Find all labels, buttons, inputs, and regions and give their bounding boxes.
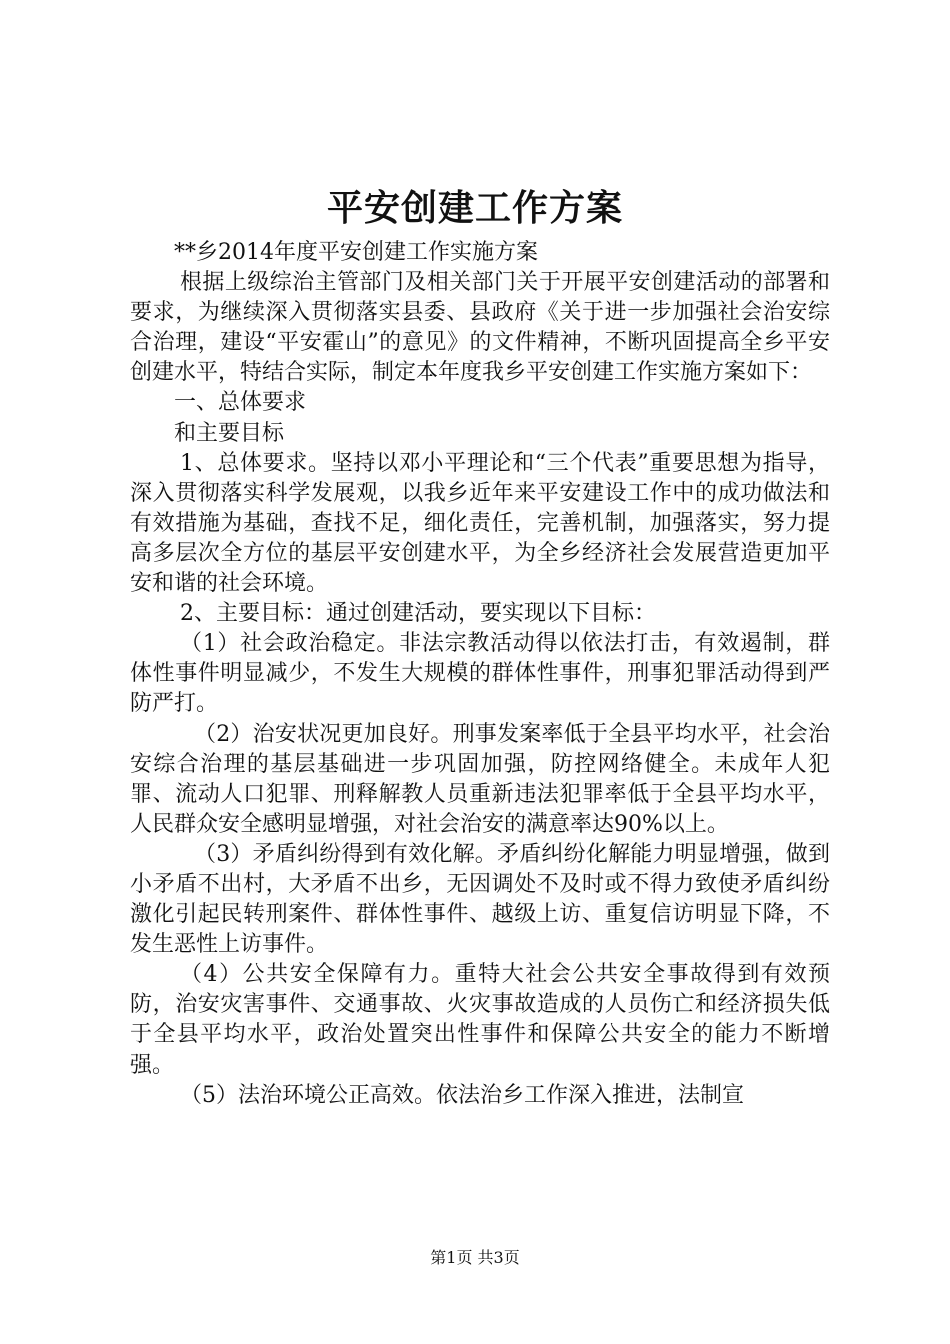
paragraph-goal-3: （3）矛盾纠纷得到有效化解。矛盾纠纷化解能力明显增强，做到小矛盾不出村，大矛盾不出乡，无因调处不及时或不得力致使矛盾纠纷激化引起民转刑案件、群体性事件、越级上访、重复信访明显下降，不发生恶性上访事件。 <box>130 841 830 958</box>
document-title: 平安创建工作方案 <box>326 187 623 229</box>
page-footer: 第1页 共3页 <box>430 1248 520 1267</box>
paragraph-main-goals: 2、主要目标：通过创建活动，要实现以下目标： <box>180 601 656 627</box>
document-body <box>130 238 830 1111</box>
paragraph-goal-4: （4）公共安全保障有力。重特大社会公共安全事故得到有效预防，治安灾害事件、交通事故、火灾事故造成的人员伤亡和经济损失低于全县平均水平，政治处置突出性事件和保障公共安全的能力不断增强。 <box>130 962 830 1078</box>
paragraph-general-requirements: 1、总体要求。坚持以邓小平理论和“三个代表”重要思想为指导，深入贯彻落实科学发展观，以我乡近年来平安建设工作中的成功做法和有效措施为基础，查找不足，细化责任，完善机制，加强落实，努力提高多层次全方位的基层平安创建水平，为全乡经济社会发展营造更加平安和谐的社会环境。 <box>130 450 830 597</box>
paragraph-goal-2: （2）治安状况更加良好。刑事发案率低于全县平均水平，社会治安综合治理的基层基础进一步巩固加强，防控网络健全。未成年人犯罪、流动人口犯罪、刑释解教人员重新违法犯罪率低于全县平均水平，人民群众安全感明显增强，对社会治安的满意率达90%以上。 <box>130 721 830 837</box>
heading-main-goals: 和主要目标 <box>174 420 285 446</box>
paragraph-goal-5: （5）法治环境公正高效。依法治乡工作深入推进，法制宣 <box>180 1082 744 1108</box>
paragraph-subtitle: **乡2014年度平安创建工作实施方案 <box>174 240 538 265</box>
paragraph-goal-1: （1）社会政治稳定。非法宗教活动得以依法打击，有效遏制，群体性事件明显减少，不发生大规模的群体性事件，刑事犯罪活动得到严防严打。 <box>130 631 830 717</box>
heading-general-requirements: 一、总体要求 <box>174 390 307 416</box>
paragraph-intro: 根据上级综治主管部门及相关部门关于开展平安创建活动的部署和要求，为继续深入贯彻落实县委、县政府《关于进一步加强社会治安综合治理，建设“平安霍山”的意见》的文件精神，不断巩固提高全乡平安创建水平，特结合实际，制定本年度我乡平安创建工作实施方案如下： <box>130 270 830 386</box>
